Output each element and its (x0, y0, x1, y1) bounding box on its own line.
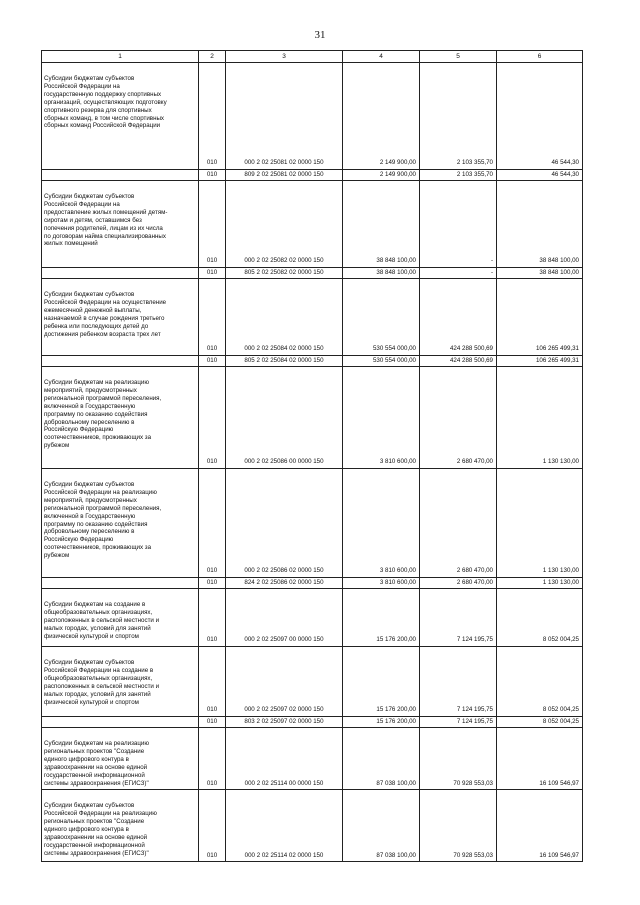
row-description-empty (42, 356, 199, 367)
row-budget-code: 000 2 02 25086 00 0000 150 (226, 367, 343, 469)
column-header: 1 (42, 51, 199, 63)
column-header: 4 (343, 51, 420, 63)
row-line-code: 010 (199, 589, 226, 647)
row-description: Субсидии бюджетам субъектов Российской Федерации на государственную поддержку спортивных организаций, осуществляющих подготовку спортивного резерва для спортивных сборных команд, в том числе спортивных сборных команд Российской Федерации (42, 63, 199, 170)
row-unexecuted: 8 052 004,25 (497, 717, 583, 728)
row-line-code: 010 (199, 647, 226, 717)
table-row (42, 181, 583, 268)
column-header: 5 (420, 51, 497, 63)
row-budget-code: 805 2 02 25084 02 0000 150 (226, 356, 343, 367)
table-header-row (42, 51, 583, 63)
row-budget-code: 805 2 02 25082 02 0000 150 (226, 268, 343, 279)
budget-table (41, 50, 583, 862)
row-line-code: 010 (199, 268, 226, 279)
row-budget-code: 809 2 02 25081 02 0000 150 (226, 170, 343, 181)
table-row-total (42, 717, 583, 728)
row-description: Субсидии бюджетам субъектов Российской Федерации на осуществление ежемесячной денежной выплаты, назначаемой в случае рождения третьего ребенка или последующих детей до достижения ребенком возраста трех лет (42, 279, 199, 356)
row-approved: 2 149 900,00 (343, 170, 420, 181)
row-budget-code: 000 2 02 25084 02 0000 150 (226, 279, 343, 356)
row-description: Субсидии бюджетам на реализацию мероприятий, предусмотренных региональной программой переселения, включенной в Государственную программу по оказанию содействия добровольному переселению в Российскую Федерацию соотечественников, проживающих за рубежом (42, 367, 199, 469)
row-budget-code: 000 2 02 25097 00 0000 150 (226, 589, 343, 647)
table-row (42, 728, 583, 790)
row-unexecuted: 16 109 546,97 (497, 728, 583, 790)
row-budget-code: 000 2 02 25097 02 0000 150 (226, 647, 343, 717)
table-row (42, 647, 583, 717)
table-row (42, 589, 583, 647)
row-line-code: 010 (199, 170, 226, 181)
row-unexecuted: 46 544,30 (497, 63, 583, 170)
row-approved: 87 038 100,00 (343, 790, 420, 862)
table-row (42, 63, 583, 170)
row-description-empty (42, 268, 199, 279)
row-line-code: 010 (199, 728, 226, 790)
row-line-code: 010 (199, 279, 226, 356)
row-approved: 530 554 000,00 (343, 279, 420, 356)
row-budget-code: 000 2 02 25082 02 0000 150 (226, 181, 343, 268)
row-line-code: 010 (199, 63, 226, 170)
row-approved: 15 176 200,00 (343, 589, 420, 647)
row-unexecuted: 1 130 130,00 (497, 367, 583, 469)
row-executed: - (420, 268, 497, 279)
row-description: Субсидии бюджетам на реализацию региональных проектов "Создание единого цифрового контура в здравоохранении на основе единой государственной информационной системы здравоохранения (ЕГИСЗ)" (42, 728, 199, 790)
row-budget-code: 000 2 02 25114 02 0000 150 (226, 790, 343, 862)
row-executed: - (420, 181, 497, 268)
row-budget-code: 824 2 02 25086 02 0000 150 (226, 578, 343, 589)
row-executed: 2 103 355,70 (420, 63, 497, 170)
table-row (42, 469, 583, 578)
page-number: 31 (314, 29, 326, 41)
row-description: Субсидии бюджетам субъектов Российской Федерации на создание в общеобразовательных организациях, расположенных в сельской местности и малых городах, условий для занятий физической культурой и спортом (42, 647, 199, 717)
row-line-code: 010 (199, 578, 226, 589)
table-row-total (42, 578, 583, 589)
row-executed: 424 288 500,69 (420, 279, 497, 356)
row-executed: 2 680 470,00 (420, 578, 497, 589)
row-approved: 3 810 600,00 (343, 578, 420, 589)
row-line-code: 010 (199, 790, 226, 862)
row-executed: 424 288 500,69 (420, 356, 497, 367)
row-unexecuted: 106 265 499,31 (497, 356, 583, 367)
column-header: 2 (199, 51, 226, 63)
row-budget-code: 000 2 02 25081 02 0000 150 (226, 63, 343, 170)
row-executed: 2 680 470,00 (420, 367, 497, 469)
table-row (42, 279, 583, 356)
row-executed: 70 928 553,03 (420, 728, 497, 790)
row-approved: 15 176 200,00 (343, 717, 420, 728)
table-row-total (42, 268, 583, 279)
row-unexecuted: 38 848 100,00 (497, 181, 583, 268)
row-approved: 15 176 200,00 (343, 647, 420, 717)
table-row (42, 367, 583, 469)
table-row (42, 790, 583, 862)
row-line-code: 010 (199, 469, 226, 578)
row-executed: 70 928 553,03 (420, 790, 497, 862)
row-executed: 7 124 195,75 (420, 647, 497, 717)
row-approved: 530 554 000,00 (343, 356, 420, 367)
table-row-total (42, 170, 583, 181)
row-description: Субсидии бюджетам субъектов Российской Федерации на реализацию региональных проектов "Создание единого цифрового контура в здравоохранении на основе единой государственной информационной системы здравоохранения (ЕГИСЗ)" (42, 790, 199, 862)
row-executed: 7 124 195,75 (420, 589, 497, 647)
row-unexecuted: 8 052 004,25 (497, 589, 583, 647)
row-budget-code: 000 2 02 25114 00 0000 150 (226, 728, 343, 790)
row-line-code: 010 (199, 356, 226, 367)
row-line-code: 010 (199, 367, 226, 469)
row-approved: 2 149 900,00 (343, 63, 420, 170)
row-description-empty (42, 717, 199, 728)
row-approved: 38 848 100,00 (343, 268, 420, 279)
row-executed: 2 680 470,00 (420, 469, 497, 578)
row-unexecuted: 38 848 100,00 (497, 268, 583, 279)
row-description: Субсидии бюджетам на создание в общеобразовательных организациях, расположенных в сельской местности и малых городах, условий для занятий физической культурой и спортом (42, 589, 199, 647)
column-header: 3 (226, 51, 343, 63)
row-approved: 3 810 600,00 (343, 469, 420, 578)
row-budget-code: 000 2 02 25086 02 0000 150 (226, 469, 343, 578)
column-header: 6 (497, 51, 583, 63)
row-line-code: 010 (199, 717, 226, 728)
row-unexecuted: 106 265 499,31 (497, 279, 583, 356)
row-line-code: 010 (199, 181, 226, 268)
row-approved: 87 038 100,00 (343, 728, 420, 790)
row-approved: 3 810 600,00 (343, 367, 420, 469)
row-executed: 2 103 355,70 (420, 170, 497, 181)
row-unexecuted: 1 130 130,00 (497, 578, 583, 589)
row-approved: 38 848 100,00 (343, 181, 420, 268)
row-unexecuted: 46 544,30 (497, 170, 583, 181)
row-description: Субсидии бюджетам субъектов Российской Федерации на предоставление жилых помещений детям- сиротам и детям, оставшимся без попечения родителей, лицам из их числа по договорам найма специализированных жилых помещений (42, 181, 199, 268)
row-budget-code: 803 2 02 25097 02 0000 150 (226, 717, 343, 728)
row-description-empty (42, 578, 199, 589)
row-unexecuted: 8 052 004,25 (497, 647, 583, 717)
row-description: Субсидии бюджетам субъектов Российской Федерации на реализацию мероприятий, предусмотренных региональной программой переселения, включенной в Государственную программу по оказанию содействия добровольному переселению в Российскую Федерацию соотечественников, проживающих за рубежом (42, 469, 199, 578)
row-unexecuted: 1 130 130,00 (497, 469, 583, 578)
row-unexecuted: 16 109 546,97 (497, 790, 583, 862)
row-executed: 7 124 195,75 (420, 717, 497, 728)
row-description-empty (42, 170, 199, 181)
table-row-total (42, 356, 583, 367)
